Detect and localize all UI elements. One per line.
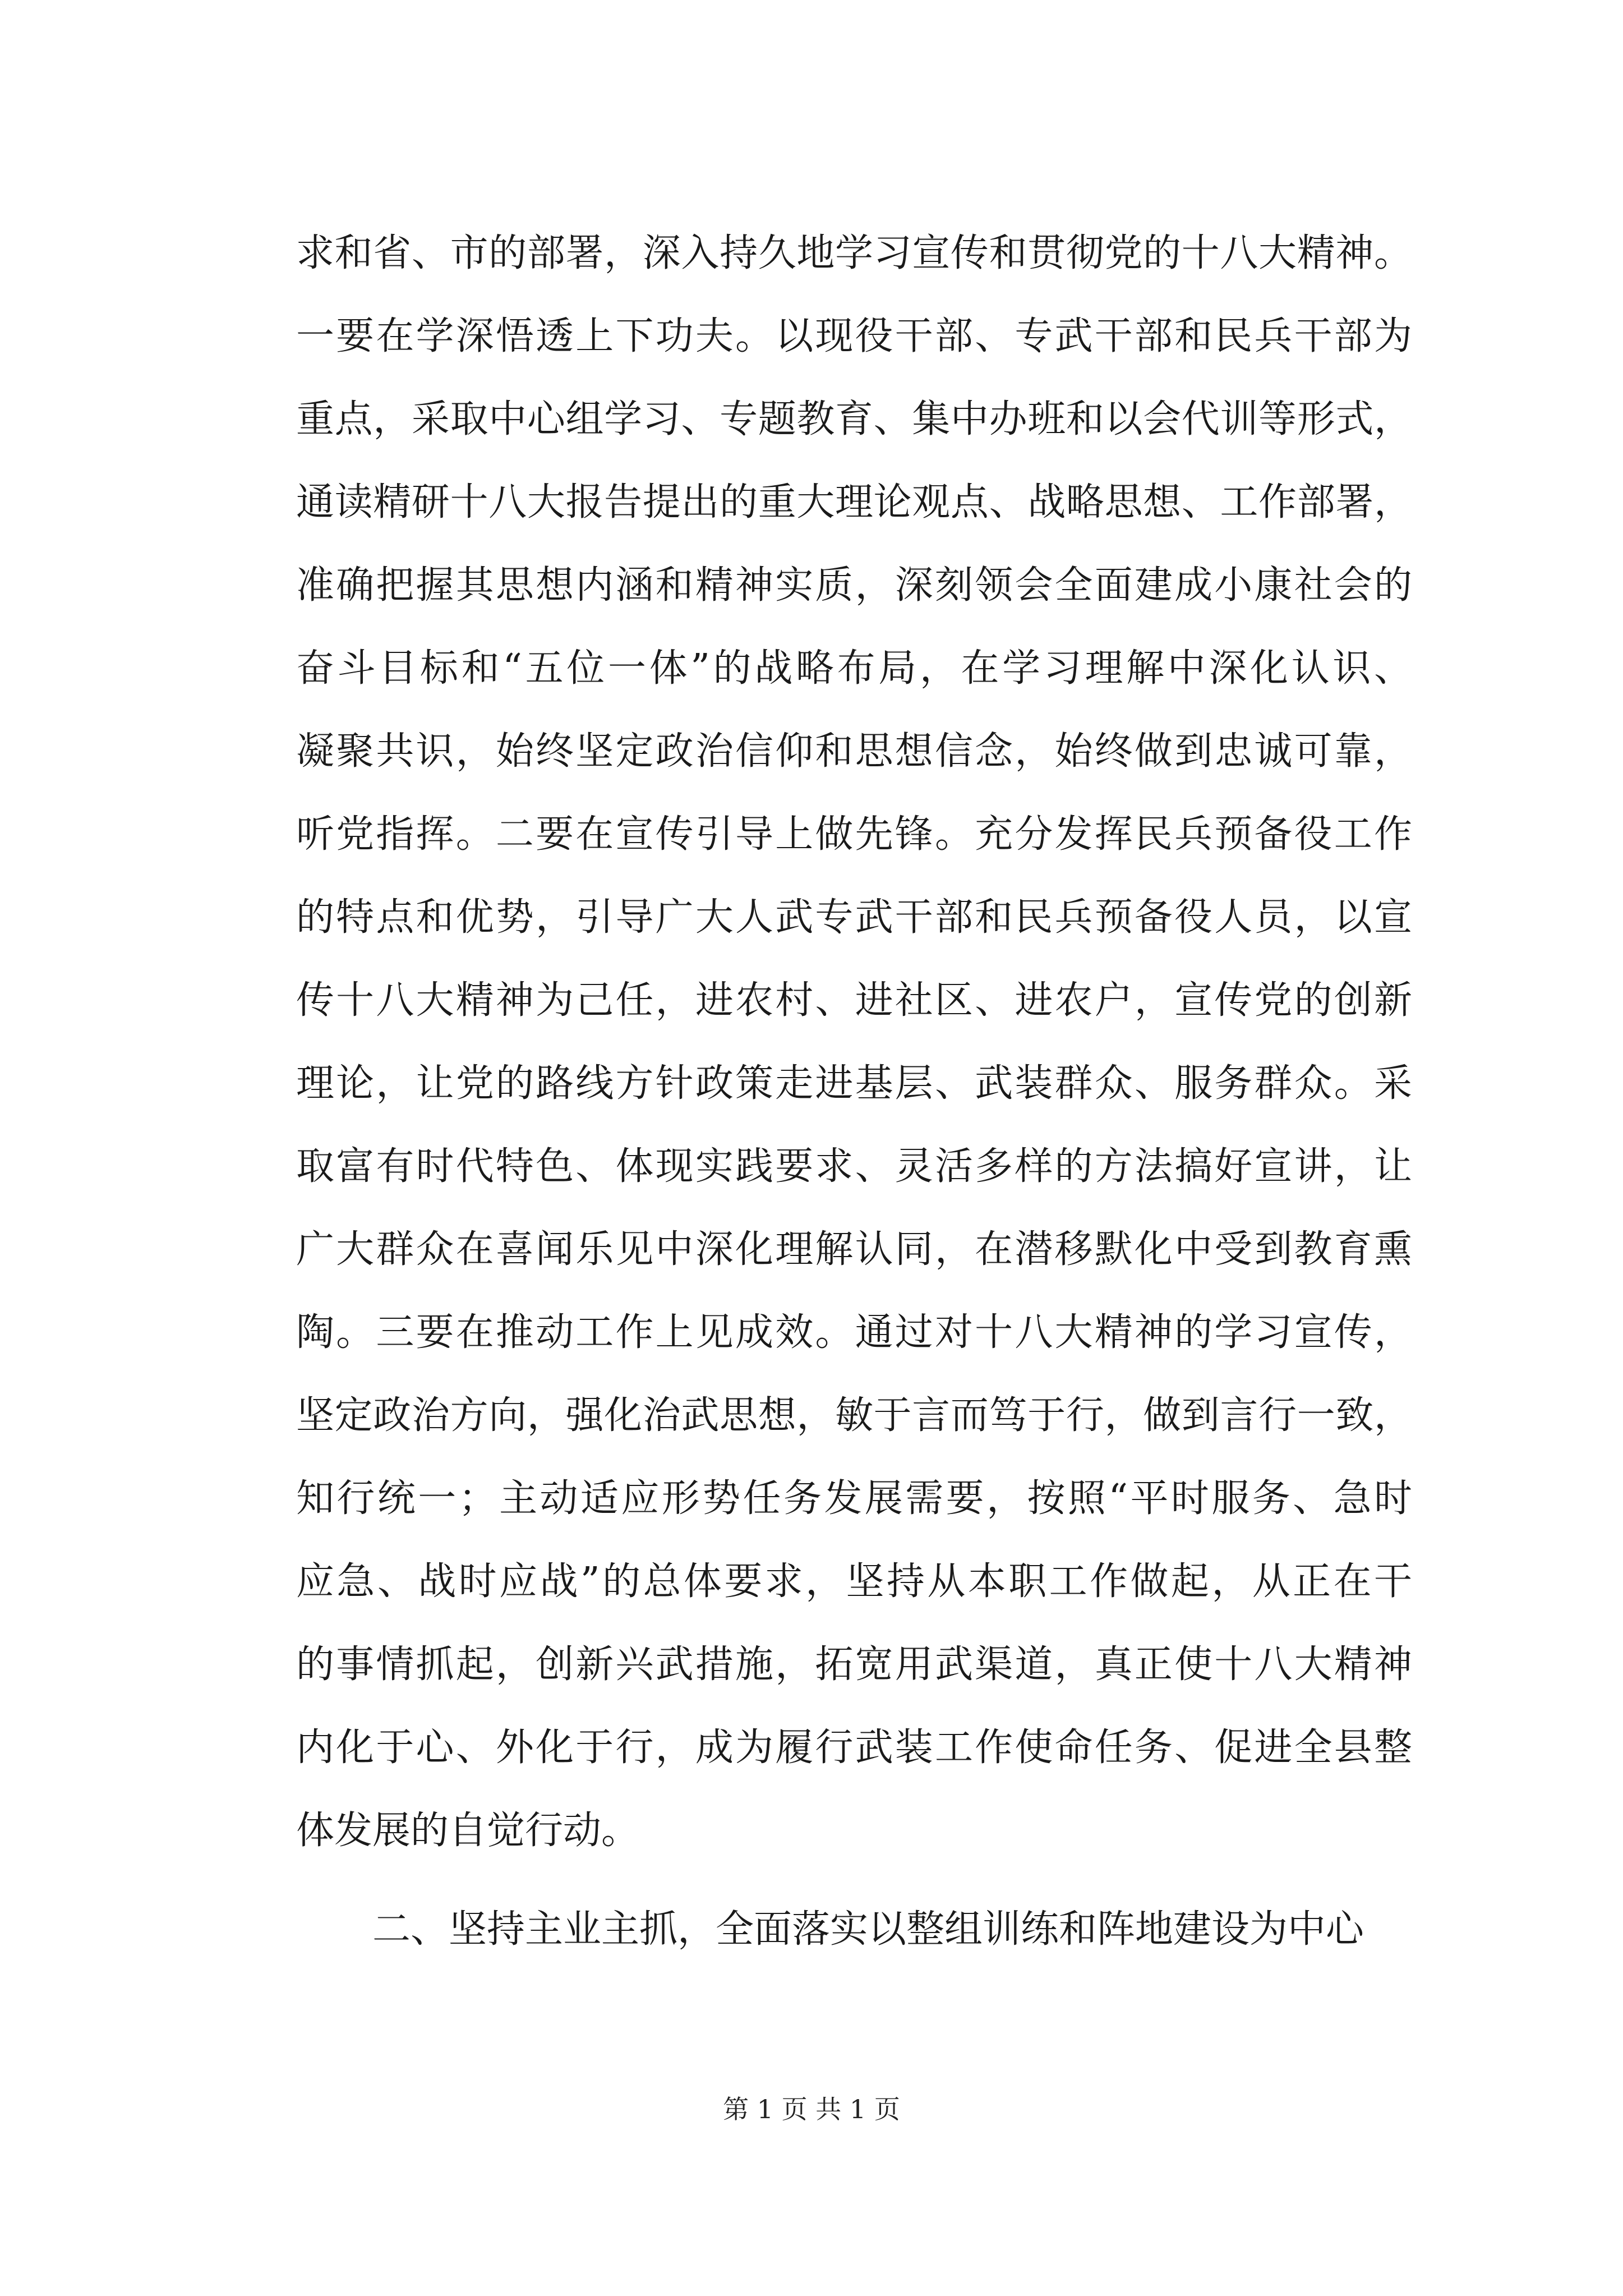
text-line: 坚定政治方向，强化治武思想，敏于言而笃于行，做到言行一致， <box>296 1393 1412 1438</box>
page-footer: 第 1 页 共 1 页 <box>723 2094 900 2124</box>
body-text <box>296 212 1412 1971</box>
text-line: 通读精研十八大报告提出的重大理论观点、战略思想、工作部署， <box>296 480 1412 524</box>
text-line: 取富有时代特色、体现实践要求、灵活多样的方法搞好宣讲，让 <box>296 1144 1412 1189</box>
section-heading: 二、坚持主业主抓，全面落实以整组训练和阵地建设为中心 <box>372 1907 1364 1952</box>
text-line: 奋斗目标和“五位一体”的战略布局，在学习理解中深化认识、 <box>296 646 1412 691</box>
text-line: 的事情抓起，创新兴武措施，拓宽用武渠道，真正使十八大精神 <box>296 1642 1412 1687</box>
text-line: 体发展的自觉行动。 <box>296 1809 640 1853</box>
text-line: 陶。三要在推动工作上见成效。通过对十八大精神的学习宣传， <box>296 1310 1412 1355</box>
text-line: 理论，让党的路线方针政策走进基层、武装群众、服务群众。采 <box>296 1061 1412 1106</box>
text-line: 传十八大精神为己任，进农村、进社区、进农户，宣传党的创新 <box>296 978 1412 1023</box>
text-line: 重点，采取中心组学习、专题教育、集中办班和以会代训等形式， <box>296 397 1412 441</box>
text-line: 广大群众在喜闻乐见中深化理解认同，在潜移默化中受到教育熏 <box>296 1227 1412 1272</box>
text-line: 的特点和优势，引导广大人武专武干部和民兵预备役人员，以宣 <box>296 895 1412 940</box>
text-line: 凝聚共识，始终坚定政治信仰和思想信念，始终做到忠诚可靠， <box>296 729 1412 774</box>
text-line: 内化于心、外化于行，成为履行武装工作使命任务、促进全县整 <box>296 1726 1412 1770</box>
text-line: 求和省、市的部署，深入持久地学习宣传和贯彻党的十八大精神。 <box>296 231 1412 275</box>
text-line: 知行统一；主动适应形势任务发展需要，按照“平时服务、急时 <box>296 1476 1412 1521</box>
text-line: 听党指挥。二要在宣传引导上做先锋。充分发挥民兵预备役工作 <box>296 812 1412 857</box>
text-line: 应急、战时应战”的总体要求，坚持从本职工作做起，从正在干 <box>296 1559 1412 1604</box>
text-line: 一要在学深悟透上下功夫。以现役干部、专武干部和民兵干部为 <box>296 314 1412 358</box>
text-line: 准确把握其思想内涵和精神实质，深刻领会全面建成小康社会的 <box>296 563 1412 608</box>
